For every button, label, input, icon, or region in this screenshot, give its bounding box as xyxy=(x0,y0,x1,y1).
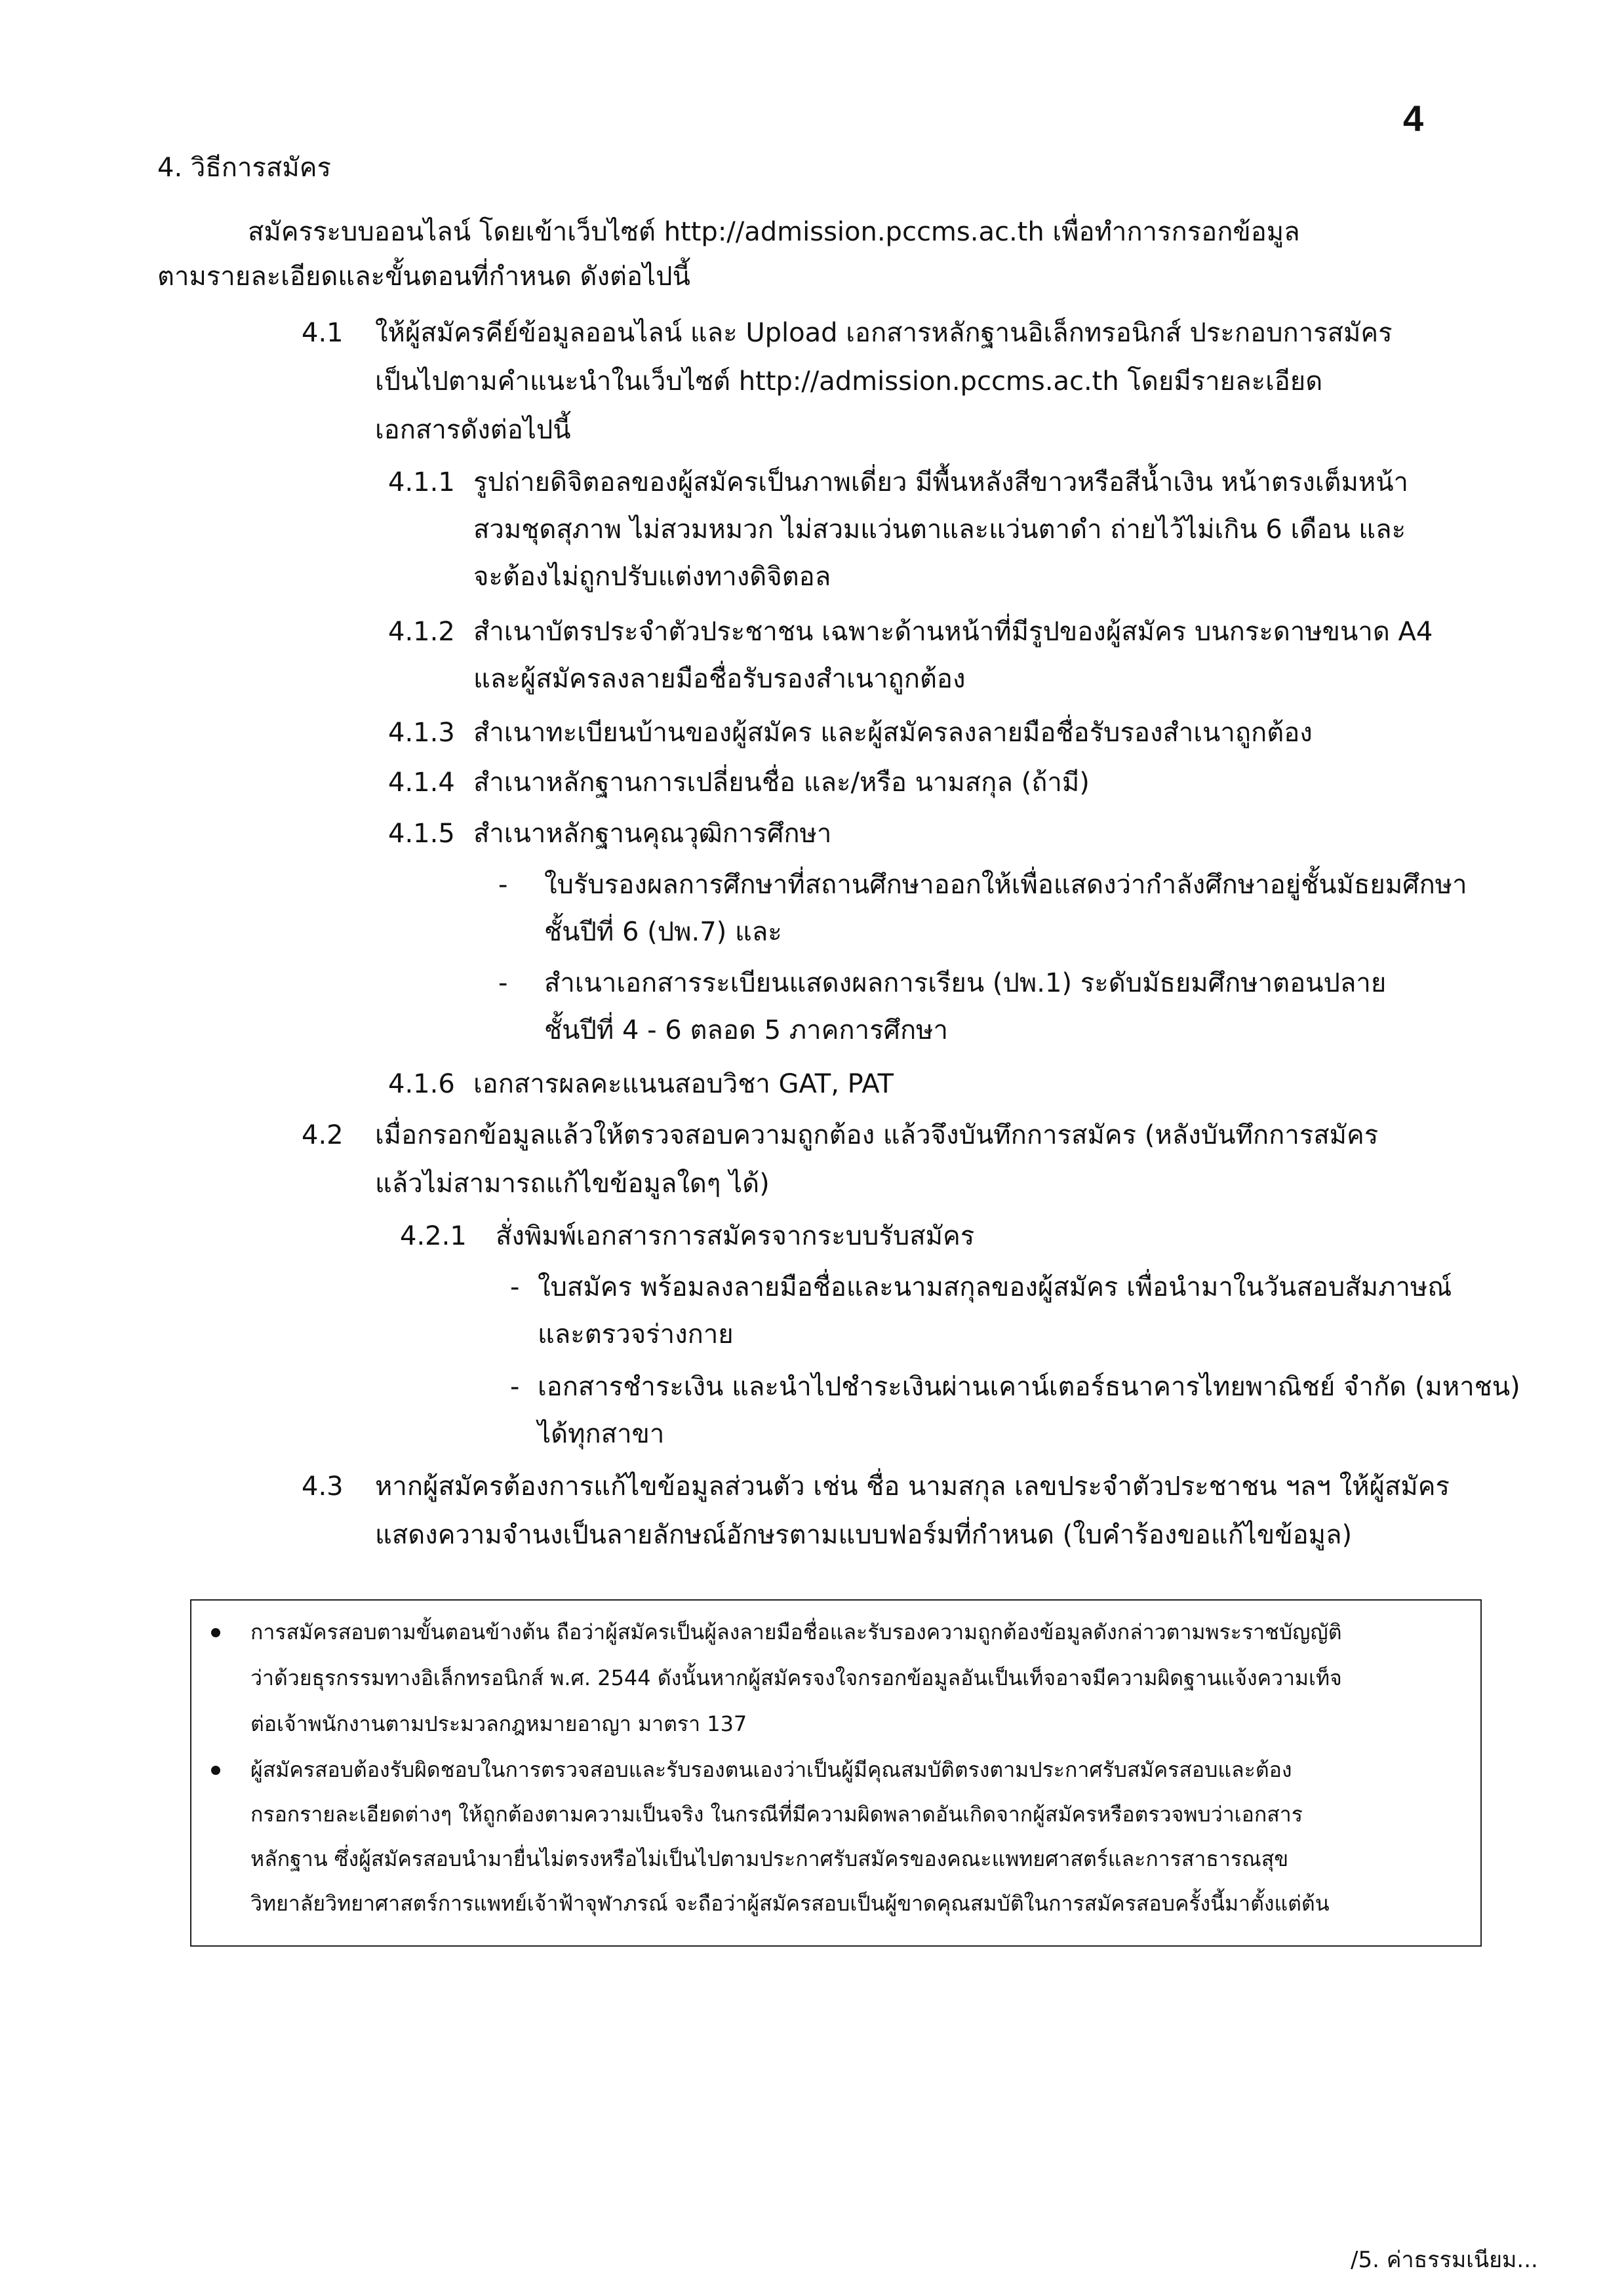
item-4-1-2-line-1: สำเนาบัตรประจำตัวประชาชน เฉพาะด้านหน้าที่มีรูปของผู้สมัคร บนกระดาษขนาด A4 xyxy=(473,617,1433,647)
notice-2-line-1: ผู้สมัครสอบต้องรับผิดชอบในการตรวจสอบและรับรองตนเองว่าเป็นผู้มีคุณสมบัติตรงตามประกาศรับสมัครสอบและต้อง xyxy=(250,1757,1292,1782)
item-4-1-line-3: เอกสารดังต่อไปนี้ xyxy=(375,415,571,445)
item-4-1-3-line-1: สำเนาทะเบียนบ้านของผู้สมัคร และผู้สมัครลงลายมือชื่อรับรองสำเนาถูกต้อง xyxy=(473,718,1313,748)
item-4-1-3-label: 4.1.3 xyxy=(388,718,455,748)
notice-2-line-4: วิทยาลัยวิทยาศาสตร์การแพทย์เจ้าฟ้าจุฬาภรณ์ จะถือว่าผู้สมัครสอบเป็นผู้ขาดคุณสมบัติในการสมัครสอบครั้งนี้มาตั้งแต่ต้น xyxy=(250,1891,1330,1916)
notice-2-line-3: หลักฐาน ซึ่งผู้สมัครสอบนำมายื่นไม่ตรงหรือไม่เป็นไปตามประกาศรับสมัครของคณะแพทยศาสตร์และการสาธารณสุข xyxy=(250,1846,1289,1871)
footer-continuation: /5. ค่าธรรมเนียม... xyxy=(1351,2247,1538,2273)
item-4-2-1-label: 4.2.1 xyxy=(400,1221,467,1251)
item-4-1-5-line-1: สำเนาหลักฐานคุณวุฒิการศึกษา xyxy=(473,819,832,849)
item-4-1-2-label: 4.1.2 xyxy=(388,617,455,647)
notice-1-line-3: ต่อเจ้าพนักงานตามประมวลกฎหมายอาญา มาตรา 137 xyxy=(250,1711,747,1736)
notice-1-line-1: การสมัครสอบตามขั้นตอนข้างต้น ถือว่าผู้สมัครเป็นผู้ลงลายมือชื่อและรับรองความถูกต้องข้อมูลดังกล่าวตามพระราชบัญญัติ xyxy=(250,1620,1342,1644)
item-4-1-4-label: 4.1.4 xyxy=(388,768,455,798)
intro-line-1: สมัครระบบออนไลน์ โดยเข้าเว็บไซต์ http://admission.pccms.ac.th เพื่อทำการกรอกข้อมูล xyxy=(248,217,1300,247)
item-4-3-label: 4.3 xyxy=(302,1471,344,1502)
item-4-2-line-1: เมื่อกรอกข้อมูลแล้วให้ตรวจสอบความถูกต้อง แล้วจึงบันทึกการสมัคร (หลังบันทึกการสมัคร xyxy=(375,1120,1379,1150)
item-4-1-1-line-2: สวมชุดสุภาพ ไม่สวมหมวก ไม่สวมแว่นตาและแว่นตาดำ ถ่ายไว้ไม่เกิน 6 เดือน และ xyxy=(473,515,1406,545)
dash-marker: - xyxy=(510,1372,520,1402)
item-4-1-1-line-1: รูปถ่ายดิจิตอลของผู้สมัครเป็นภาพเดี่ยว มีพื้นหลังสีขาวหรือสีน้ำเงิน หน้าตรงเต็มหน้า xyxy=(473,467,1409,497)
item-4-2-1-b2-line-1: เอกสารชำระเงิน และนำไปชำระเงินผ่านเคาน์เตอร์ธนาคารไทยพาณิชย์ จำกัด (มหาชน) xyxy=(538,1372,1520,1402)
item-4-1-5-label: 4.1.5 xyxy=(388,819,455,849)
item-4-1-6-line-1: เอกสารผลคะแนนสอบวิชา GAT, PAT xyxy=(473,1069,894,1099)
item-4-2-1-line: สั่งพิมพ์เอกสารการสมัครจากระบบรับสมัคร xyxy=(496,1221,975,1251)
item-4-2-label: 4.2 xyxy=(302,1120,344,1150)
item-4-1-4-line-1: สำเนาหลักฐานการเปลี่ยนชื่อ และ/หรือ นามสกุล (ถ้ามี) xyxy=(473,768,1090,798)
item-4-1-1-line-3: จะต้องไม่ถูกปรับแต่งทางดิจิตอล xyxy=(473,562,831,592)
item-4-2-line-2: แล้วไม่สามารถแก้ไขข้อมูลใดๆ ได้) xyxy=(375,1169,770,1199)
item-4-1-5-b1-line-1: ใบรับรองผลการศึกษาที่สถานศึกษาออกให้เพื่อแสดงว่ากำลังศึกษาอยู่ชั้นมัธยมศึกษา xyxy=(544,870,1467,900)
page-number: 4 xyxy=(1403,98,1424,139)
bullet-icon xyxy=(211,1766,220,1775)
item-4-1-6-label: 4.1.6 xyxy=(388,1069,455,1099)
item-4-1-label: 4.1 xyxy=(302,318,344,348)
item-4-2-1-b1-line-2: และตรวจร่างกาย xyxy=(538,1319,734,1350)
bullet-icon xyxy=(211,1628,220,1637)
item-4-1-line-2: เป็นไปตามคำแนะนำในเว็บไซต์ http://admission.pccms.ac.th โดยมีรายละเอียด xyxy=(375,366,1323,397)
item-4-1-5-b2-line-1: สำเนาเอกสารระเบียนแสดงผลการเรียน (ปพ.1) ระดับมัธยมศึกษาตอนปลาย xyxy=(544,968,1387,998)
item-4-3-line-1: หากผู้สมัครต้องการแก้ไขข้อมูลส่วนตัว เช่น ชื่อ นามสกุล เลขประจำตัวประชาชน ฯลฯ ให้ผู้สมัคร xyxy=(375,1471,1450,1502)
dash-marker: - xyxy=(498,870,508,900)
intro-line-2: ตามรายละเอียดและขั้นตอนที่กำหนด ดังต่อไปนี้ xyxy=(157,262,690,292)
item-4-1-5-b2-line-2: ชั้นปีที่ 4 - 6 ตลอด 5 ภาคการศึกษา xyxy=(544,1015,948,1045)
item-4-1-2-line-2: และผู้สมัครลงลายมือชื่อรับรองสำเนาถูกต้อง xyxy=(473,664,966,694)
section-heading: 4. วิธีการสมัคร xyxy=(157,153,331,183)
notice-box xyxy=(190,1599,1482,1947)
item-4-3-line-2: แสดงความจำนงเป็นลายลักษณ์อักษรตามแบบฟอร์มที่กำหนด (ใบคำร้องขอแก้ไขข้อมูล) xyxy=(375,1520,1353,1550)
item-4-1-line-1: ให้ผู้สมัครคีย์ข้อมูลออนไลน์ และ Upload เอกสารหลักฐานอิเล็กทรอนิกส์ ประกอบการสมัคร xyxy=(375,318,1393,348)
notice-2-line-2: กรอกรายละเอียดต่างๆ ให้ถูกต้องตามความเป็นจริง ในกรณีที่มีความผิดพลาดอันเกิดจากผู้สมัครหรือตรวจพบว่าเอกสาร xyxy=(250,1802,1303,1827)
item-4-1-5-b1-line-2: ชั้นปีที่ 6 (ปพ.7) และ xyxy=(544,917,782,947)
dash-marker: - xyxy=(498,968,508,998)
notice-1-line-2: ว่าด้วยธุรกรรมทางอิเล็กทรอนิกส์ พ.ศ. 2544 ดังนั้นหากผู้สมัครจงใจกรอกข้อมูลอันเป็นเท็จอาจมีความผิดฐานแจ้งความเท็จ xyxy=(250,1665,1342,1690)
item-4-2-1-b1-line-1: ใบสมัคร พร้อมลงลายมือชื่อและนามสกุลของผู้สมัคร เพื่อนำมาในวันสอบสัมภาษณ์ xyxy=(538,1272,1452,1302)
item-4-1-1-label: 4.1.1 xyxy=(388,467,455,497)
item-4-2-1-b2-line-2: ได้ทุกสาขา xyxy=(538,1419,665,1449)
dash-marker: - xyxy=(510,1272,520,1302)
